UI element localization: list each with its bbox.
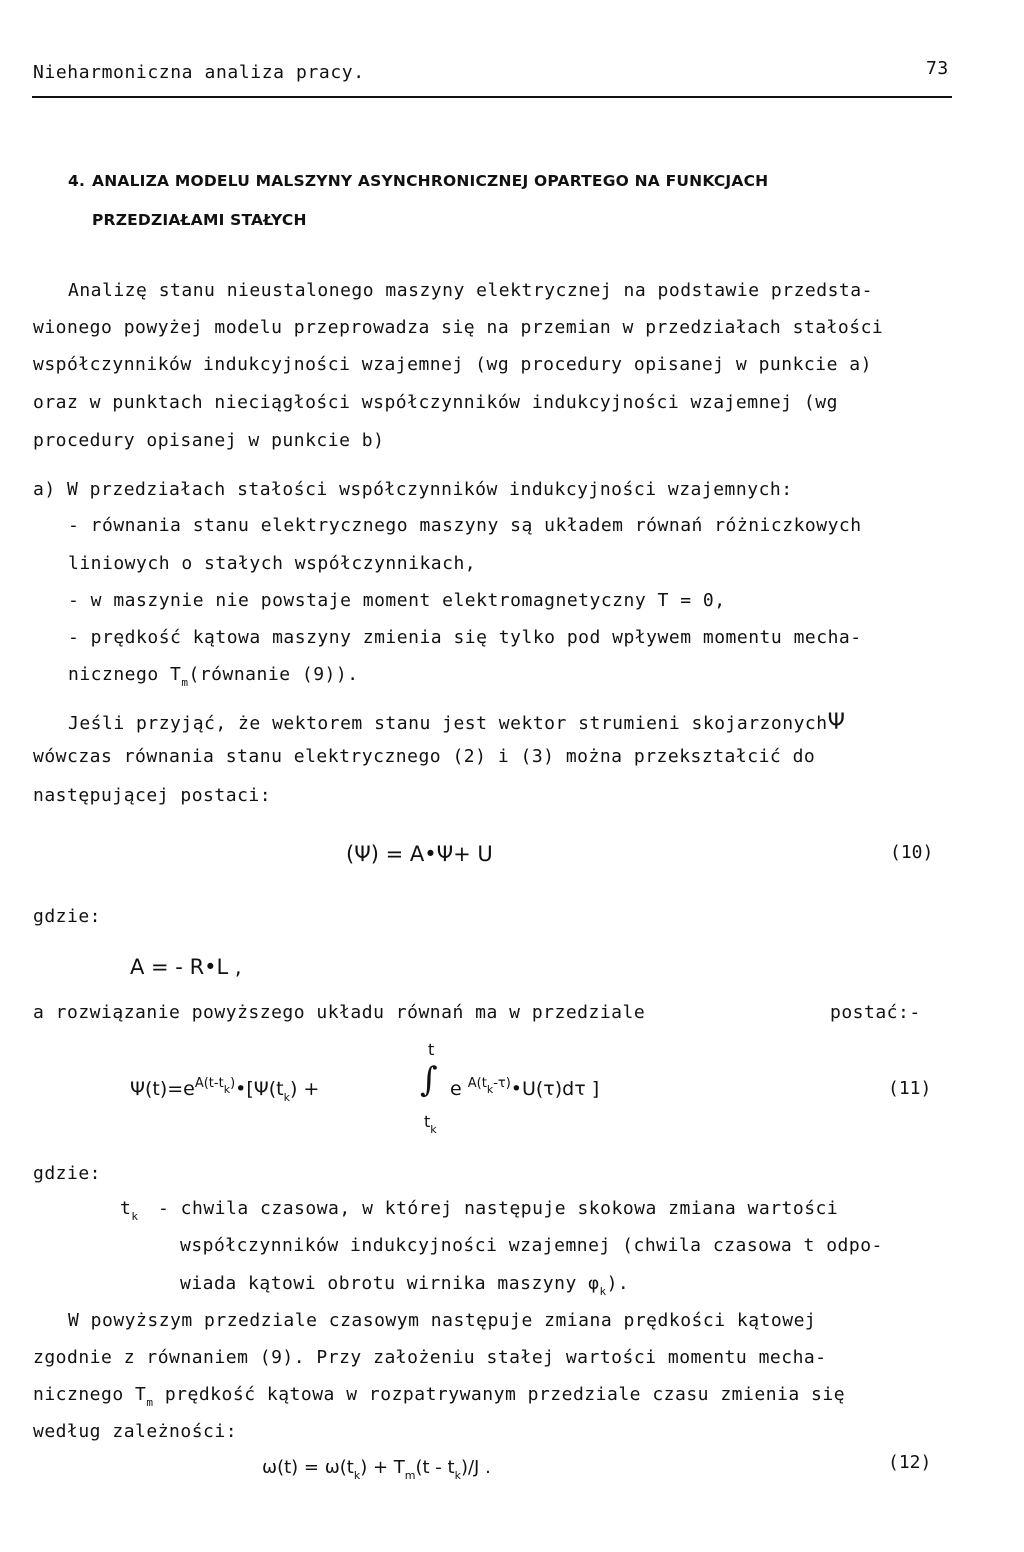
equation-12: $\omega(t) = \omega(t_k) + T_m(t - t_k)/J$ . xyxy=(262,1457,491,1482)
case-a-item-1-cont: liniowych o stałych współczynnikach, xyxy=(68,553,477,574)
para3-line-4: według zależności: xyxy=(33,1421,238,1442)
para3-line-2: zgodnie z równaniem (9). Przy założeniu stałej wartości momentu mecha- xyxy=(33,1347,827,1368)
case-a-item-3: - prędkość kątowa maszyny zmienia się tylko pod wpływem momentu mecha- xyxy=(68,627,862,648)
tk-def-line-1: - chwila czasowa, w której następuje skokowa zmiana wartości xyxy=(158,1198,839,1219)
case-a-item-1: - równania stanu elektrycznego maszyny są układem równań różniczkowych xyxy=(68,515,862,536)
para2-line-1: Jeśli przyjąć, że wektorem stanu jest wektor strumieni skojarzonychΨ xyxy=(68,710,846,735)
solution-line-tail: postać:- xyxy=(830,1002,921,1023)
integral-lower-limit: $t_k$ xyxy=(424,1112,437,1136)
section-number: 4. xyxy=(68,172,86,190)
para2-line-2: wówczas równania stanu elektrycznego (2) i (3) można przekształcić do xyxy=(33,746,816,767)
where-label-2: gdzie: xyxy=(33,1163,102,1184)
equation-10: (Ψ) = A•Ψ+ U xyxy=(346,842,493,866)
section-title-line1: ANALIZA MODELU MALSZYNY ASYNCHRONICZNEJ OPARTEGO NA FUNKCJACH xyxy=(92,172,769,190)
case-a-item-3-cont: nicznego $T_m(równanie$ (9)). xyxy=(68,664,359,689)
para3-line-1: W powyższym przedziale czasowym następuje zmiana prędkości kątowej xyxy=(68,1310,817,1331)
integral-upper-limit: t xyxy=(428,1040,435,1059)
matrix-A-definition: A = - R•L , xyxy=(130,955,242,979)
intro-line-3: współczynników indukcyjności wzajemnej (wg procedury opisanej w punkcie a) xyxy=(33,354,872,375)
case-a-item-2: - w maszynie nie powstaje moment elektromagnetyczny T = 0, xyxy=(68,590,726,611)
integral-sign-icon: ∫ xyxy=(420,1060,438,1100)
section-title-line2: PRZEDZIAŁAMI STAŁYCH xyxy=(92,211,307,229)
solution-line: a rozwiązanie powyższego układu równań ma w przedziale xyxy=(33,1002,646,1023)
para2-line-3: następującej postaci: xyxy=(33,785,272,806)
intro-line-5: procedury opisanej w punkcie b) xyxy=(33,430,385,451)
tk-symbol: $t_k$ xyxy=(120,1198,139,1223)
equation-10-label: (10) xyxy=(890,842,934,863)
equation-11-label: (11) xyxy=(888,1078,932,1099)
page-number: 73 xyxy=(926,58,949,79)
tk-def-line-3: wiada kątowi obrotu wirnika maszyny $\varphi_k$). xyxy=(180,1273,630,1298)
intro-line-1: Analizę stanu nieustalonego maszyny elektrycznej na podstawie przedsta- xyxy=(68,280,873,301)
para3-line-3: nicznego $T_m$ prędkość kątowa w rozpatrywanym przedziale czasu zmienia się xyxy=(33,1384,846,1409)
equation-12-label: (12) xyxy=(888,1452,932,1473)
equation-11-integrand: e $^{A(t_k-\tau)}$•U(τ)dτ ] xyxy=(450,1076,600,1100)
running-header: Nieharmoniczna analiza pracy. xyxy=(33,62,365,83)
header-rule xyxy=(32,96,952,98)
where-label-1: gdzie: xyxy=(33,906,102,927)
tk-def-line-2: współczynników indukcyjności wzajemnej (chwila czasowa t odpo- xyxy=(180,1235,883,1256)
intro-line-4: oraz w punktach nieciągłości współczynników indukcyjności wzajemnej (wg xyxy=(33,392,838,413)
equation-11: $\Psi(t)=e^{A(t-t_k)}•[\Psi(t_k)$ + xyxy=(130,1076,320,1104)
intro-line-2: wionego powyżej modelu przeprowadza się na przemian w przedziałach stałości xyxy=(33,317,884,338)
case-a-heading: a) W przedziałach stałości współczynników indukcyjności wzajemnych: xyxy=(33,479,793,500)
